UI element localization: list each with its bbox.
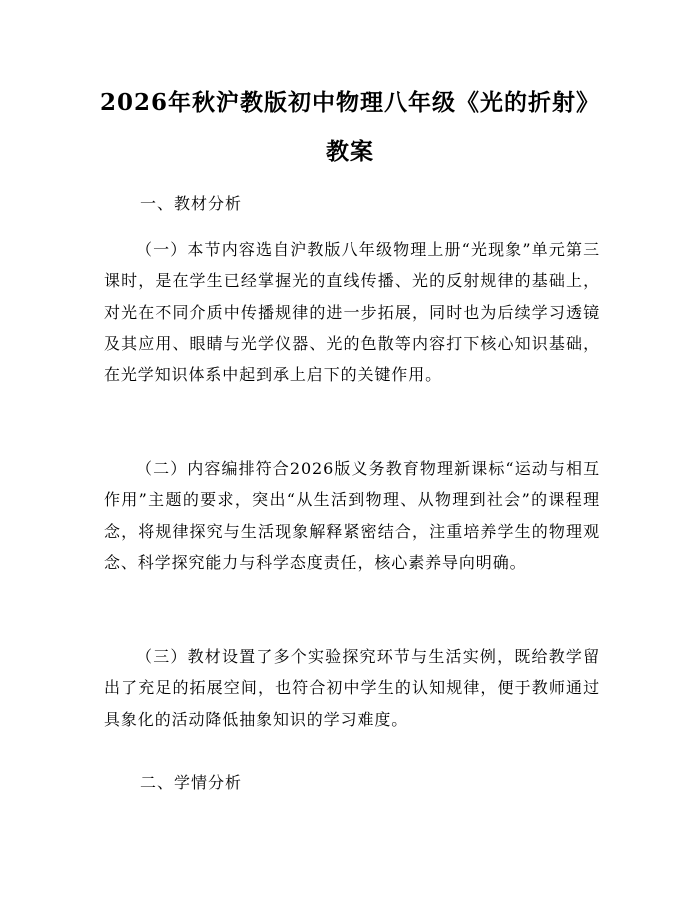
paragraph-2: （二）内容编排符合2026版义务教育物理新课标“运动与相互作用”主题的要求，突出“从生活到物理、从物理到社会”的课程理念，将规律探究与生活现象解释紧密结合，注重培养学生的物理观念、科学探究能力与科学态度责任，核心素养导向明确。 [104,459,600,572]
paragraph-3: （三）教材设置了多个实验探究环节与生活实例，既给教学留出了充足的拓展空间，也符合初中学生的认知规律，便于教师通过具象化的活动降低抽象知识的学习难度。 [104,647,600,729]
section-heading-textbook-analysis: 一、教材分析 [140,194,243,213]
paragraph-1: （一）本节内容选自沪教版八年级物理上册“光现象”单元第三课时，是在学生已经掌握光的直线传播、光的反射规律的基础上，对光在不同介质中传播规律的进一步拓展，同时也为后续学习透镜及其应用、眼睛与光学仪器、光的色散等内容打下核心知识基础，在光学知识体系中起到承上启下的关键作用。 [104,240,600,385]
section-heading-student-analysis: 二、学情分析 [140,773,243,792]
document-title: 2026年秋沪教版初中物理八年级《光的折射》教案 [100,89,601,165]
